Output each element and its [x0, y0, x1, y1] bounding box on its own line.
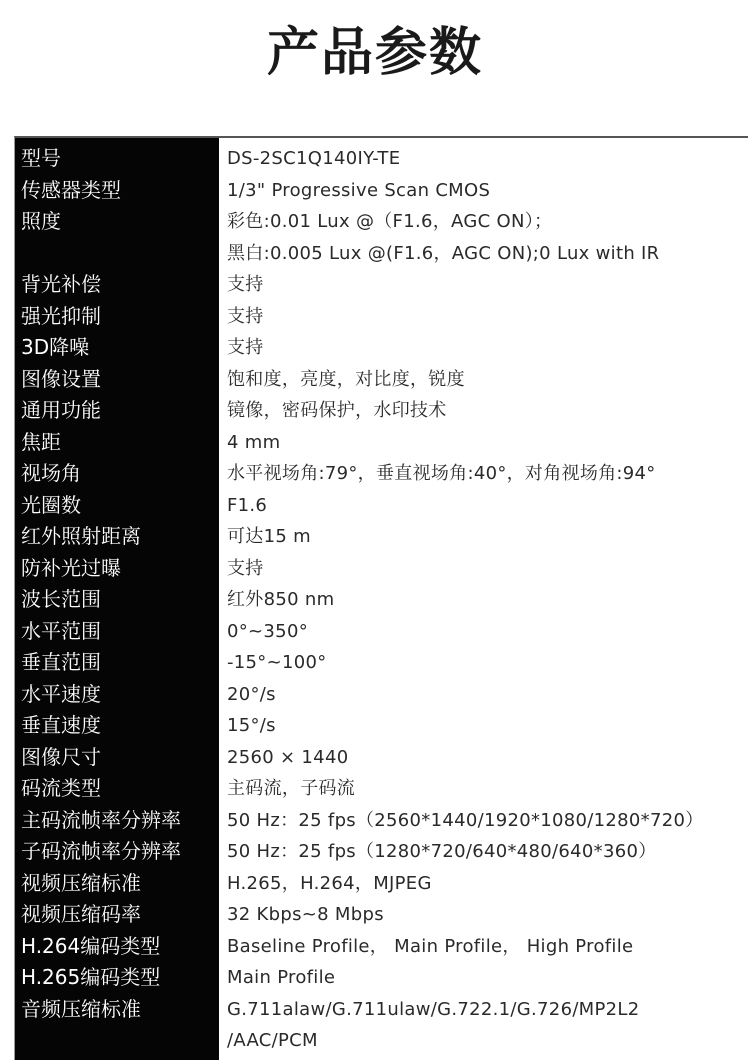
- spec-value: 20°/s: [227, 683, 276, 705]
- spec-label: 波长范围: [21, 587, 101, 611]
- spec-value: F1.6: [227, 494, 268, 516]
- spec-row: [15, 364, 748, 396]
- spec-label: 垂直范围: [21, 650, 101, 674]
- spec-row: [15, 773, 748, 805]
- spec-row: [15, 458, 748, 490]
- spec-value: DS-2SC1Q140IY-TE: [227, 148, 401, 169]
- spec-row: [15, 805, 748, 837]
- spec-value: /AAC/PCM: [227, 1030, 318, 1051]
- spec-value-cell: [219, 742, 748, 774]
- spec-row: [15, 269, 748, 301]
- spec-label: 水平范围: [21, 618, 101, 643]
- spec-row: [15, 742, 748, 774]
- spec-row: [15, 427, 748, 459]
- spec-label: 强光抑制: [21, 303, 101, 328]
- spec-row: [15, 521, 748, 553]
- spec-row: [15, 206, 748, 269]
- spec-row: [15, 994, 748, 1057]
- spec-row: [15, 584, 748, 616]
- spec-label: 图像设置: [21, 366, 101, 391]
- spec-row: [15, 395, 748, 427]
- spec-value-cell: [219, 931, 748, 963]
- spec-row: [15, 962, 748, 994]
- spec-label: 3D降噪: [21, 335, 90, 359]
- spec-value-cell: [219, 899, 748, 931]
- spec-value-cell: [219, 773, 748, 805]
- spec-label: 型号: [21, 146, 61, 170]
- spec-value: 15°/s: [227, 715, 276, 736]
- spec-value: Main Profile: [227, 967, 336, 988]
- spec-label: 通用功能: [21, 398, 101, 422]
- spec-row: [15, 175, 748, 207]
- spec-label: 主码流帧率分辨率: [21, 807, 181, 832]
- spec-value: 支持: [227, 274, 264, 295]
- spec-value: Baseline Profile， Main Profile， High Profile: [227, 935, 634, 957]
- spec-label: 子码流帧率分辨率: [21, 839, 181, 863]
- spec-row: [15, 679, 748, 711]
- spec-value-cell: [219, 206, 748, 269]
- spec-row: [15, 301, 748, 333]
- spec-label: 视频压缩标准: [21, 870, 141, 895]
- spec-value: 2560 × 1440: [227, 746, 349, 768]
- spec-row: [15, 490, 748, 522]
- spec-value-cell: [219, 836, 748, 868]
- spec-value: 0°~350°: [227, 620, 308, 642]
- spec-value: 饱和度，亮度，对比度，锐度: [227, 368, 465, 390]
- spec-label: 照度: [21, 209, 61, 233]
- spec-value-cell: [219, 427, 748, 459]
- spec-value: 1/3" Progressive Scan CMOS: [227, 179, 491, 201]
- spec-label: 背光补偿: [21, 272, 101, 296]
- spec-row: [15, 931, 748, 963]
- spec-value: 黑白:0.005 Lux @(F1.6，AGC ON);0 Lux with IR: [227, 242, 660, 264]
- spec-value-cell: [219, 553, 748, 585]
- page-title: 产品参数: [266, 23, 483, 83]
- spec-value-cell: [219, 490, 748, 522]
- spec-value-cell: [219, 994, 748, 1057]
- spec-row: [15, 710, 748, 742]
- spec-value: 支持: [227, 557, 264, 579]
- spec-label: 音频压缩标准: [21, 996, 141, 1021]
- spec-value: 红外850 nm: [227, 589, 335, 610]
- spec-label: 图像尺寸: [21, 744, 101, 769]
- spec-value-cell: [219, 301, 748, 333]
- spec-value-cell: [219, 805, 748, 837]
- spec-value: 50 Hz：25 fps（1280*720/640*480/640*360）: [227, 841, 657, 862]
- spec-value: 支持: [227, 305, 264, 327]
- spec-value: 镜像，密码保护，水印技术: [227, 400, 447, 421]
- spec-value-cell: [219, 584, 748, 616]
- spec-value-cell: [219, 521, 748, 553]
- spec-label: 焦距: [21, 429, 61, 454]
- spec-value: H.265，H.264，MJPEG: [227, 872, 432, 894]
- spec-label: 红外照射距离: [21, 524, 141, 548]
- spec-label: 视频压缩码率: [21, 902, 141, 926]
- spec-value-cell: [219, 143, 748, 175]
- spec-value: 50 Hz：25 fps（2560*1440/1920*1080/1280*720）: [227, 809, 704, 831]
- spec-table: [14, 136, 748, 1060]
- spec-value: 支持: [227, 337, 264, 358]
- spec-label: 光圈数: [21, 492, 81, 517]
- spec-label: 防补光过曝: [21, 555, 121, 580]
- spec-value: 水平视场角:79°，垂直视场角:40°，对角视场角:94°: [227, 463, 656, 484]
- spec-label: H.265编码类型: [21, 965, 161, 989]
- spec-rows: [15, 143, 748, 1057]
- spec-value-cell: [219, 647, 748, 679]
- spec-value: G.711alaw/G.711ulaw/G.722.1/G.726/MP2L2: [227, 998, 640, 1020]
- spec-row: [15, 332, 748, 364]
- spec-label: 码流类型: [21, 776, 101, 800]
- spec-value-cell: [219, 175, 748, 207]
- spec-value-cell: [219, 332, 748, 364]
- spec-value: 主码流，子码流: [227, 778, 356, 799]
- spec-value: 4 mm: [227, 431, 281, 453]
- spec-value: 32 Kbps~8 Mbps: [227, 904, 384, 925]
- spec-row: [15, 143, 748, 175]
- spec-label: 视场角: [21, 461, 81, 485]
- spec-value: 可达15 m: [227, 526, 311, 547]
- spec-label: H.264编码类型: [21, 933, 161, 958]
- spec-value-cell: [219, 616, 748, 648]
- spec-value-cell: [219, 710, 748, 742]
- spec-value-cell: [219, 868, 748, 900]
- spec-label: 传感器类型: [21, 177, 121, 202]
- spec-value-cell: [219, 679, 748, 711]
- spec-value: 彩色:0.01 Lux @（F1.6，AGC ON）；: [227, 211, 553, 232]
- spec-value-cell: [219, 364, 748, 396]
- spec-row: [15, 868, 748, 900]
- spec-value-cell: [219, 458, 748, 490]
- spec-label: 垂直速度: [21, 713, 101, 737]
- spec-row: [15, 647, 748, 679]
- spec-value-cell: [219, 962, 748, 994]
- spec-value-cell: [219, 395, 748, 427]
- spec-label: 水平速度: [21, 681, 101, 706]
- spec-value: -15°~100°: [227, 652, 327, 673]
- spec-row: [15, 836, 748, 868]
- spec-row: [15, 899, 748, 931]
- spec-value-cell: [219, 269, 748, 301]
- spec-row: [15, 616, 748, 648]
- spec-row: [15, 553, 748, 585]
